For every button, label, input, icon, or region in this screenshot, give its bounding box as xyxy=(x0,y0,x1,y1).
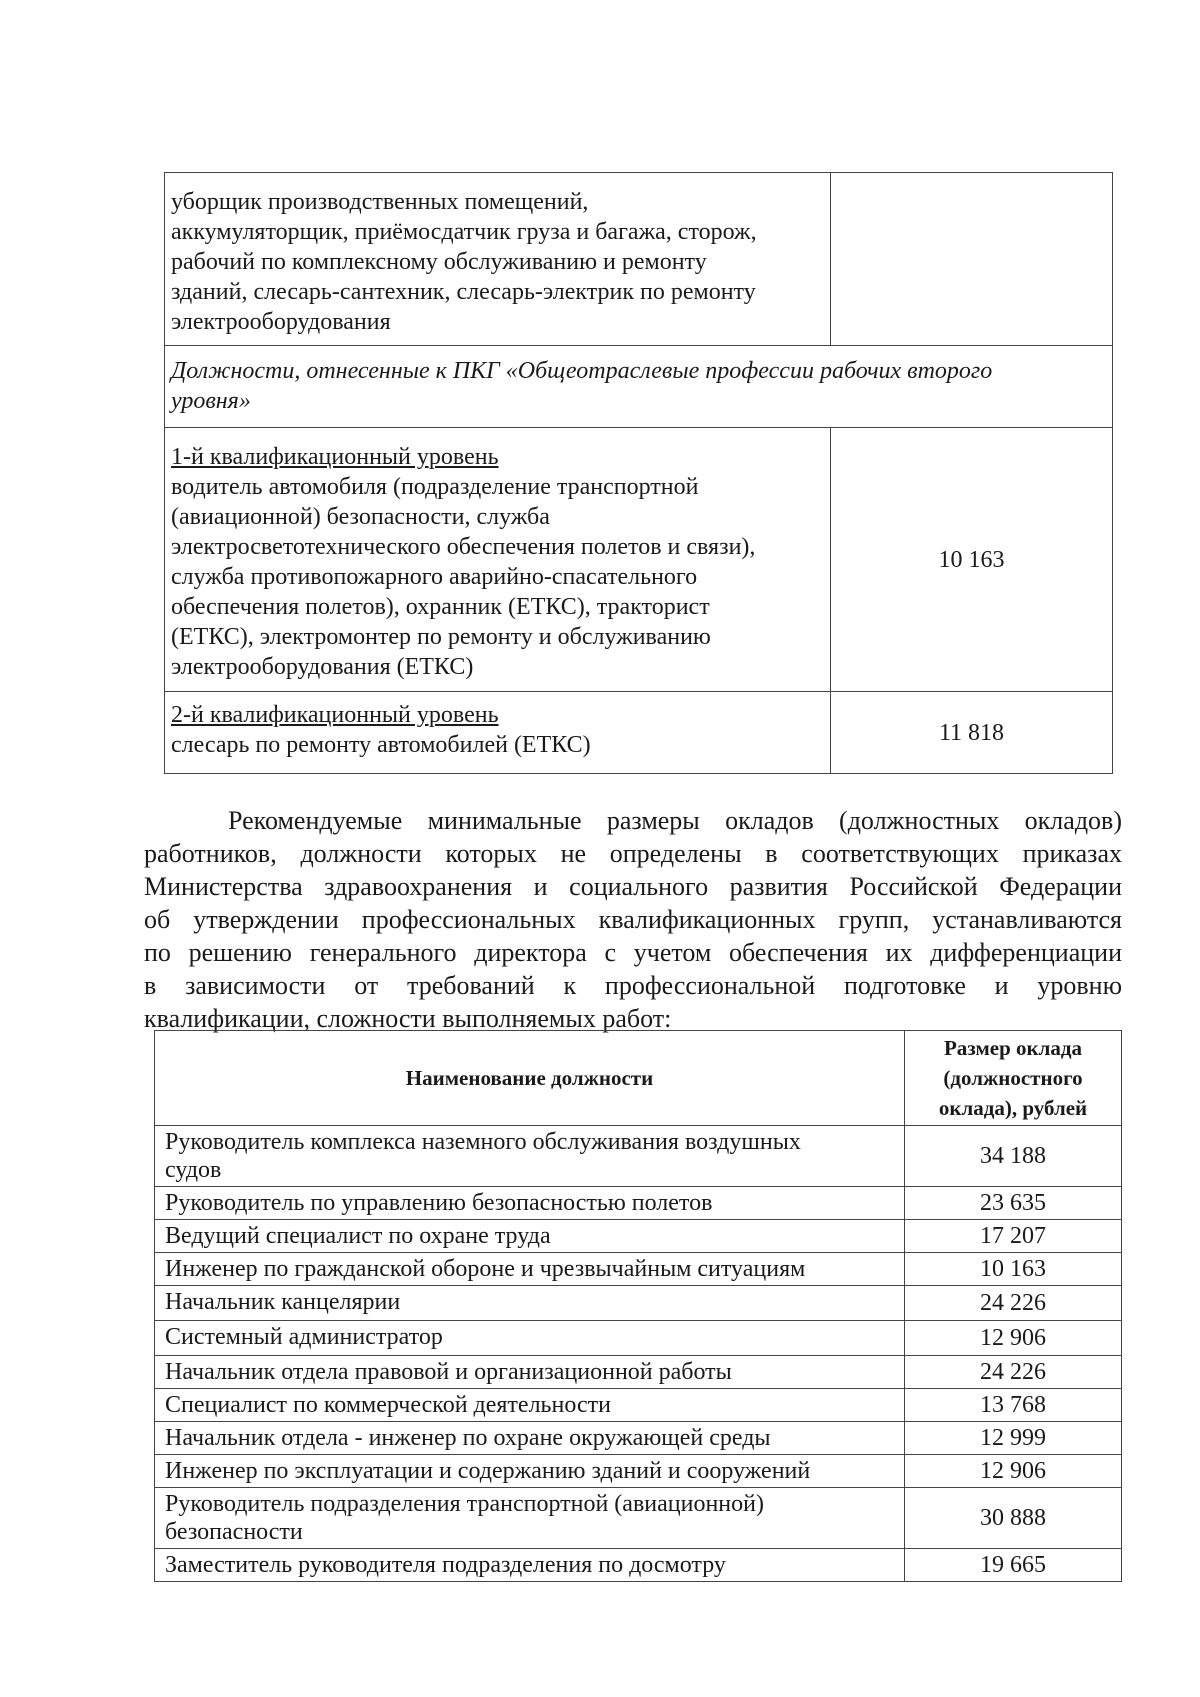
text-line: уборщик производственных помещений, xyxy=(171,189,589,215)
text-line: слесарь по ремонту автомобилей (ЕТКС) xyxy=(171,732,591,758)
text-line: работников, должности которых не определены в соответствующих приказах xyxy=(144,839,1122,868)
table-row xyxy=(155,1253,1122,1286)
salary-amount-cell: 34 188 xyxy=(905,1126,1122,1187)
position-name-cell: Начальник канцелярии xyxy=(155,1286,905,1321)
text-line: аккумуляторщик, приёмосдатчик груза и багажа, сторож, xyxy=(171,219,757,245)
salary-value-cell xyxy=(831,173,1113,346)
text-line: служба противопожарного аварийно-спасательного xyxy=(171,564,698,590)
salary-amount-cell: 24 226 xyxy=(905,1286,1122,1321)
salary-value-cell: 10 163 xyxy=(831,428,1113,692)
table-row xyxy=(155,1286,1122,1321)
position-name-cell: Начальник отдела правовой и организационной работы xyxy=(155,1356,905,1389)
table-row xyxy=(165,692,1113,774)
text-line: электросветотехнического обеспечения полетов и связи), xyxy=(171,534,756,560)
text-line: судов xyxy=(165,1157,222,1183)
position-name-cell xyxy=(155,1488,905,1549)
salary-amount-cell: 12 906 xyxy=(905,1455,1122,1488)
table-row xyxy=(155,1126,1122,1187)
text-line: электрооборудования xyxy=(171,309,391,335)
table-row xyxy=(165,173,1113,346)
text-line: обеспечения полетов), охранник (ЕТКС), тракторист xyxy=(171,594,710,620)
body-paragraph xyxy=(144,804,1122,1035)
text-line: Размер оклада xyxy=(943,1036,1083,1060)
position-name-cell: Ведущий специалист по охране труда xyxy=(155,1220,905,1253)
salary-value-cell: 11 818 xyxy=(831,692,1113,774)
text-line: по решению генерального директора с учетом обеспечения их дифференциации xyxy=(144,938,1122,967)
group-header-cell xyxy=(165,346,1113,428)
position-name-cell: Инженер по гражданской обороне и чрезвычайным ситуациям xyxy=(155,1253,905,1286)
position-name-cell: Начальник отдела - инженер по охране окружающей среды xyxy=(155,1422,905,1455)
table-row xyxy=(165,428,1113,692)
text-line: оклада), рублей xyxy=(938,1096,1088,1120)
position-list-cell xyxy=(165,692,831,774)
column-header-amount xyxy=(905,1031,1122,1126)
text-line: (ЕТКС), электромонтер по ремонту и обслуживанию xyxy=(171,624,711,650)
qualification-table xyxy=(164,172,1113,774)
group-header-row xyxy=(165,346,1113,428)
position-name-cell: Руководитель по управлению безопасностью полетов xyxy=(155,1187,905,1220)
table-row xyxy=(155,1187,1122,1220)
position-name-cell: Инженер по эксплуатации и содержанию зданий и сооружений xyxy=(155,1455,905,1488)
salary-amount-cell: 30 888 xyxy=(905,1488,1122,1549)
salary-amount-cell: 13 768 xyxy=(905,1389,1122,1422)
table-row xyxy=(155,1220,1122,1253)
table-row xyxy=(155,1422,1122,1455)
qualification-level-title: 1-й квалификационный уровень xyxy=(171,444,499,470)
text-line: (должностного xyxy=(943,1066,1083,1090)
salary-table xyxy=(154,1030,1122,1582)
text-line: Рекомендуемые минимальные размеры окладов (должностных окладов) xyxy=(228,806,1122,835)
table-row xyxy=(155,1549,1122,1582)
salary-amount-cell: 12 906 xyxy=(905,1321,1122,1356)
text-line: Должности, отнесенные к ПКГ «Общеотраслевые профессии рабочих второго xyxy=(171,358,993,384)
table-row xyxy=(155,1455,1122,1488)
text-line: зданий, слесарь-сантехник, слесарь-электрик по ремонту xyxy=(171,279,756,305)
text-line: квалификации, сложности выполняемых работ: xyxy=(144,1004,672,1033)
salary-amount-cell: 10 163 xyxy=(905,1253,1122,1286)
column-header-position: Наименование должности xyxy=(155,1031,905,1126)
text-line: уровня» xyxy=(171,388,251,414)
table-row xyxy=(155,1356,1122,1389)
position-list-cell xyxy=(165,173,831,346)
text-line: водитель автомобиля (подразделение транспортной xyxy=(171,474,699,500)
table-row xyxy=(155,1488,1122,1549)
table-row xyxy=(155,1321,1122,1356)
text-line: электрооборудования (ЕТКС) xyxy=(171,654,474,680)
qualification-level-title: 2-й квалификационный уровень xyxy=(171,702,499,728)
text-line: рабочий по комплексному обслуживанию и ремонту xyxy=(171,249,707,275)
text-line: Министерства здравоохранения и социального развития Российской Федерации xyxy=(144,872,1122,901)
salary-amount-cell: 12 999 xyxy=(905,1422,1122,1455)
salary-amount-cell: 17 207 xyxy=(905,1220,1122,1253)
salary-amount-cell: 24 226 xyxy=(905,1356,1122,1389)
position-name-cell: Специалист по коммерческой деятельности xyxy=(155,1389,905,1422)
position-name-cell: Системный администратор xyxy=(155,1321,905,1356)
text-line: Руководитель подразделения транспортной (авиационной) xyxy=(165,1491,764,1517)
table-row xyxy=(155,1389,1122,1422)
position-list-cell xyxy=(165,428,831,692)
table-header-row xyxy=(155,1031,1122,1126)
text-line: в зависимости от требований к профессиональной подготовке и уровню xyxy=(144,971,1122,1000)
position-name-cell: Заместитель руководителя подразделения по досмотру xyxy=(155,1549,905,1582)
position-name-cell xyxy=(155,1126,905,1187)
salary-amount-cell: 23 635 xyxy=(905,1187,1122,1220)
text-line: безопасности xyxy=(165,1519,303,1545)
text-line: об утверждении профессиональных квалификационных групп, устанавливаются xyxy=(144,905,1122,934)
text-line: Руководитель комплекса наземного обслуживания воздушных xyxy=(165,1129,801,1155)
text-line: (авиационной) безопасности, служба xyxy=(171,504,550,530)
salary-amount-cell: 19 665 xyxy=(905,1549,1122,1582)
